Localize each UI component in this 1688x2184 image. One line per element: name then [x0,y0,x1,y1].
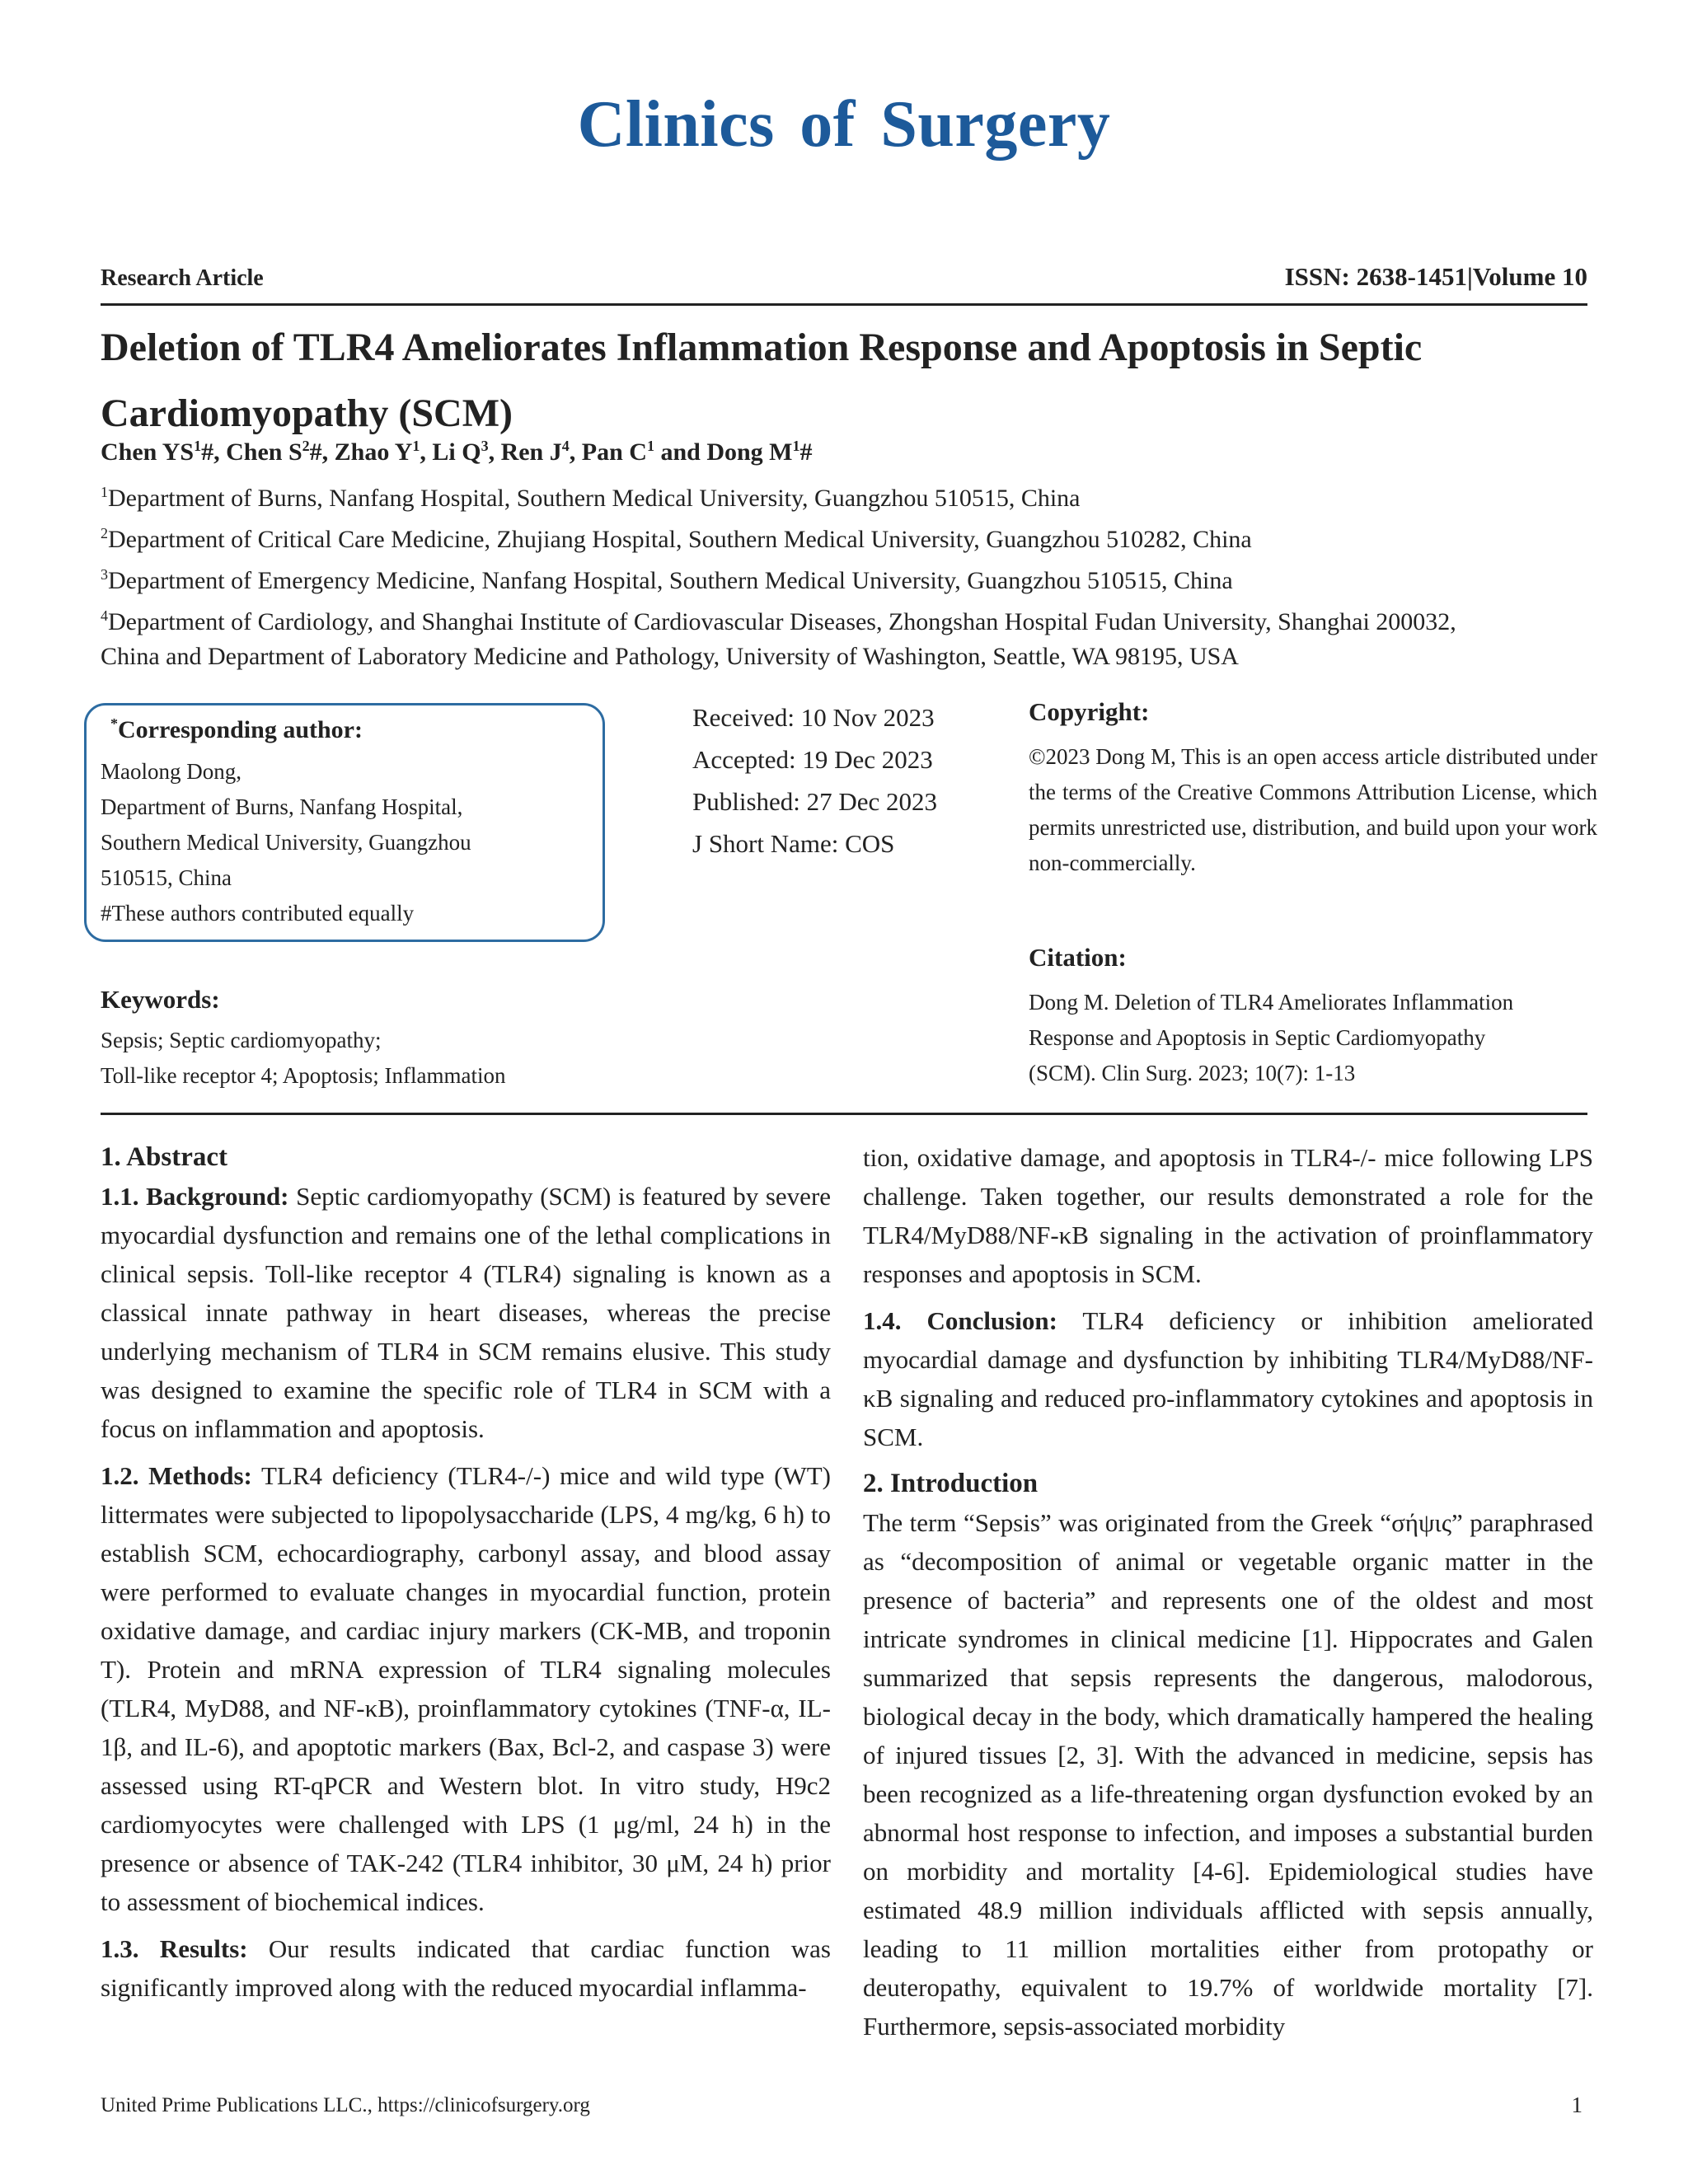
keywords-text [101,1023,506,1094]
article-title [101,315,1587,447]
article-type: Research Article [101,265,264,291]
background-text: Septic cardiomyopathy (SCM) is featured by severe myocardial dysfunction and remains one of the lethal complications in clinical sepsis. Toll-like receptor 4 (TLR4) signaling is known as a classical innate pathway in heart diseases, whereas the precise underlying mechanism of TLR4 in SCM remains elusive. This study was designed to examine the specific role of TLR4 in SCM with a focus on inflammation and apoptosis. [101,1182,832,1443]
affiliation-number: 1 [101,484,108,500]
asterisk-mark: * [110,715,118,732]
author-name: Chen $S^2\#$ [226,438,322,466]
abstract-results-continued: tion, oxidative damage, and apoptosis in TLR4-/- mice following LPS challenge. Taken together, our results demonstrated a role for the TLR4/MyD88/NF-κB signaling in the activation of proinflammatory responses and apoptosis in SCM. [863,1143,1593,1288]
accepted-date: Accepted: 19 Dec 2023 [692,745,933,774]
author-name: Dong $M^1\#$ [706,438,813,466]
introduction-heading: 2. Introduction [863,1469,1039,1498]
journal-short-name: J Short Name: COS [692,829,895,858]
author-list: Chen $YS^1\#$, Chen $S^2\#$, Zhao $Y^1$, Li $Q^3$, Ren $J^4$, Pan $C^1$ and Dong $M^1\#$ [101,438,813,466]
author-affiliation-mark: 1 [194,438,202,454]
published-date: Published: 27 Dec 2023 [692,787,938,816]
author-name: Pan $C^1$ [581,438,654,466]
affiliation-number: 3 [101,566,108,583]
author-affiliation-mark: 1 [412,438,420,454]
corresponding-heading-text: Corresponding author: [118,716,363,743]
author-name: Ren $J^4$ [500,438,570,466]
journal-name: Clinics of Surgery [577,88,1111,161]
author-name: Zhao $Y^1$ [334,438,420,466]
citation-text [1029,985,1597,1091]
title-line-1: Deletion of TLR4 Ameliorates Inflammation Response and Apoptosis in Septic [101,326,1423,369]
conclusion-text: TLR4 deficiency or inhibition ameliorated myocardial damage and dysfunction by inhibiting TLR4/MyD88/NF-κB signaling and reduced pro-inflammatory cytokines and apoptosis in SCM. [863,1306,1593,1451]
results-label: 1.3. Results: [101,1934,248,1963]
affiliation-text: Department of Cardiology, and Shanghai Institute of Cardiovascular Diseases, Zhongshan Hospital Fudan University, Shanghai 200032, [108,608,1456,635]
abstract-background [101,1177,831,1448]
background-label: 1.1. Background: [101,1182,289,1211]
author-affiliation-mark: 2 [302,438,310,454]
page-number: 1 [1571,2093,1582,2117]
keywords-line: Toll-like receptor 4; Apoptosis; Inflammation [101,1063,506,1088]
footer-publisher: United Prime Publications LLC., https://clinicofsurgery.org [101,2094,590,2116]
corresponding-author-heading [110,715,363,744]
citation-heading: Citation: [1029,943,1127,972]
title-line-2: Cardiomyopathy (SCM) [101,391,513,435]
citation-line: Response and Apoptosis in Septic Cardiomyopathy [1029,1025,1486,1050]
affiliation-number: 4 [101,607,108,624]
author-name: Chen $YS^1\#$ [101,438,214,466]
abstract-heading: 1. Abstract [101,1142,227,1172]
section-divider [101,1113,1587,1115]
article-dates [692,696,937,865]
author-affiliation-mark: 3 [481,438,489,454]
abstract-conclusion [863,1301,1593,1456]
corresponding-author-department: Department of Burns, Nanfang Hospital, [101,794,463,819]
copyright-heading: Copyright: [1029,697,1150,726]
conclusion-label: 1.4. Conclusion: [863,1306,1057,1335]
corresponding-author-name: Maolong Dong, [101,759,241,784]
equal-contribution-note: #These authors contributed equally [101,901,415,926]
affiliation-text: Department of Critical Care Medicine, Zhujiang Hospital, Southern Medical University, Guangzhou 510282, China [108,526,1252,553]
methods-text: TLR4 deficiency (TLR4-/-) mice and wild type (WT) littermates were subjected to lipopolysaccharide (LPS, 4 mg/kg, 6 h) to establish SCM, echocardiography, carbonyl assay, and blood assay were performed to evaluate changes in myocardial function, protein oxidative damage, and cardiac injury markers (CK-MB, and troponin T). Protein and mRNA expression of TLR4 signaling molecules (TLR4, MyD88, and NF-κB), proinflammatory cytokines (TNF-α, IL-1β, and IL-6), and apoptotic markers (Bax, Bcl-2, and caspase 3) were assessed using RT-qPCR and Western blot. In vitro study, H9c2 cardiomyocytes were challenged with LPS (1 μg/ml, 24 h) in the presence or absence of TAK-242 (TLR4 inhibitor, 30 μM, 24 h) prior to assessment of biochemical indices. [101,1461,831,1916]
affiliation-text: Department of Burns, Nanfang Hospital, Southern Medical University, Guangzhou 510515, China [108,485,1081,512]
left-column [101,1138,831,2007]
issn-volume: ISSN: 2638-1451|Volume 10 [1284,262,1587,291]
header-divider [101,303,1587,306]
author-affiliation-mark: 1 [792,438,800,454]
keywords-heading: Keywords: [101,985,220,1014]
corresponding-author-postcode: 510515, China [101,865,232,890]
introduction-text: The term “Sepsis” was originated from the Greek “σήψις” paraphrased as “decomposition of animal or vegetable organic matter in the presence of bacteria” and represents one of the oldest and most intricate syndromes in clinical medicine [1]. Hippocrates and Galen summarized that sepsis represents the dangerous, malodorous, biological decay in the body, which dramatically hampered the healing of injured tissues [2, 3]. With the advanced in medicine, sepsis has been recognized as a life-threatening organ dysfunction evoked by an abnormal host response to infection, and imposes a substantial burden on morbidity and mortality [4-6]. Epidemiological studies have estimated 48.9 million individuals afflicted with sepsis annually, leading to 11 million mortalities either from protopathy or deuteropathy, equivalent to 19.7% of worldwide mortality [7]. Furthermore, sepsis-associated morbidity [863,1508,1593,2041]
affiliation-4-continued: China and Department of Laboratory Medicine and Pathology, University of Washington, Seattle, WA 98195, USA [101,643,1239,670]
keywords-line: Sepsis; Septic cardiomyopathy; [101,1028,382,1052]
right-column [863,1138,1593,2046]
results-text: Our results indicated that cardiac function was significantly improved along with the reduced myocardial inflamma- [101,1934,831,2002]
affiliation-text: Department of Emergency Medicine, Nanfang Hospital, Southern Medical University, Guangzhou 510515, China [108,567,1233,594]
abstract-methods [101,1456,831,1921]
received-date: Received: 10 Nov 2023 [692,703,935,732]
corresponding-author-institution: Southern Medical University, Guangzhou [101,830,471,855]
methods-label: 1.2. Methods: [101,1461,252,1490]
author-affiliation-mark: 1 [646,438,654,454]
citation-line: Dong M. Deletion of TLR4 Ameliorates Inflammation [1029,990,1514,1015]
affiliation-number: 2 [101,525,108,541]
citation-line: (SCM). Clin Surg. 2023; 10(7): 1-13 [1029,1061,1356,1085]
author-name: Li $Q^3$ [432,438,489,466]
abstract-results [101,1929,831,2007]
author-affiliation-mark: 4 [561,438,570,454]
copyright-text: ©2023 Dong M, This is an open access article distributed under the terms of the Creative Commons Attribution License, which permits unrestricted use, distribution, and build upon your work non-commercially. [1029,744,1597,875]
